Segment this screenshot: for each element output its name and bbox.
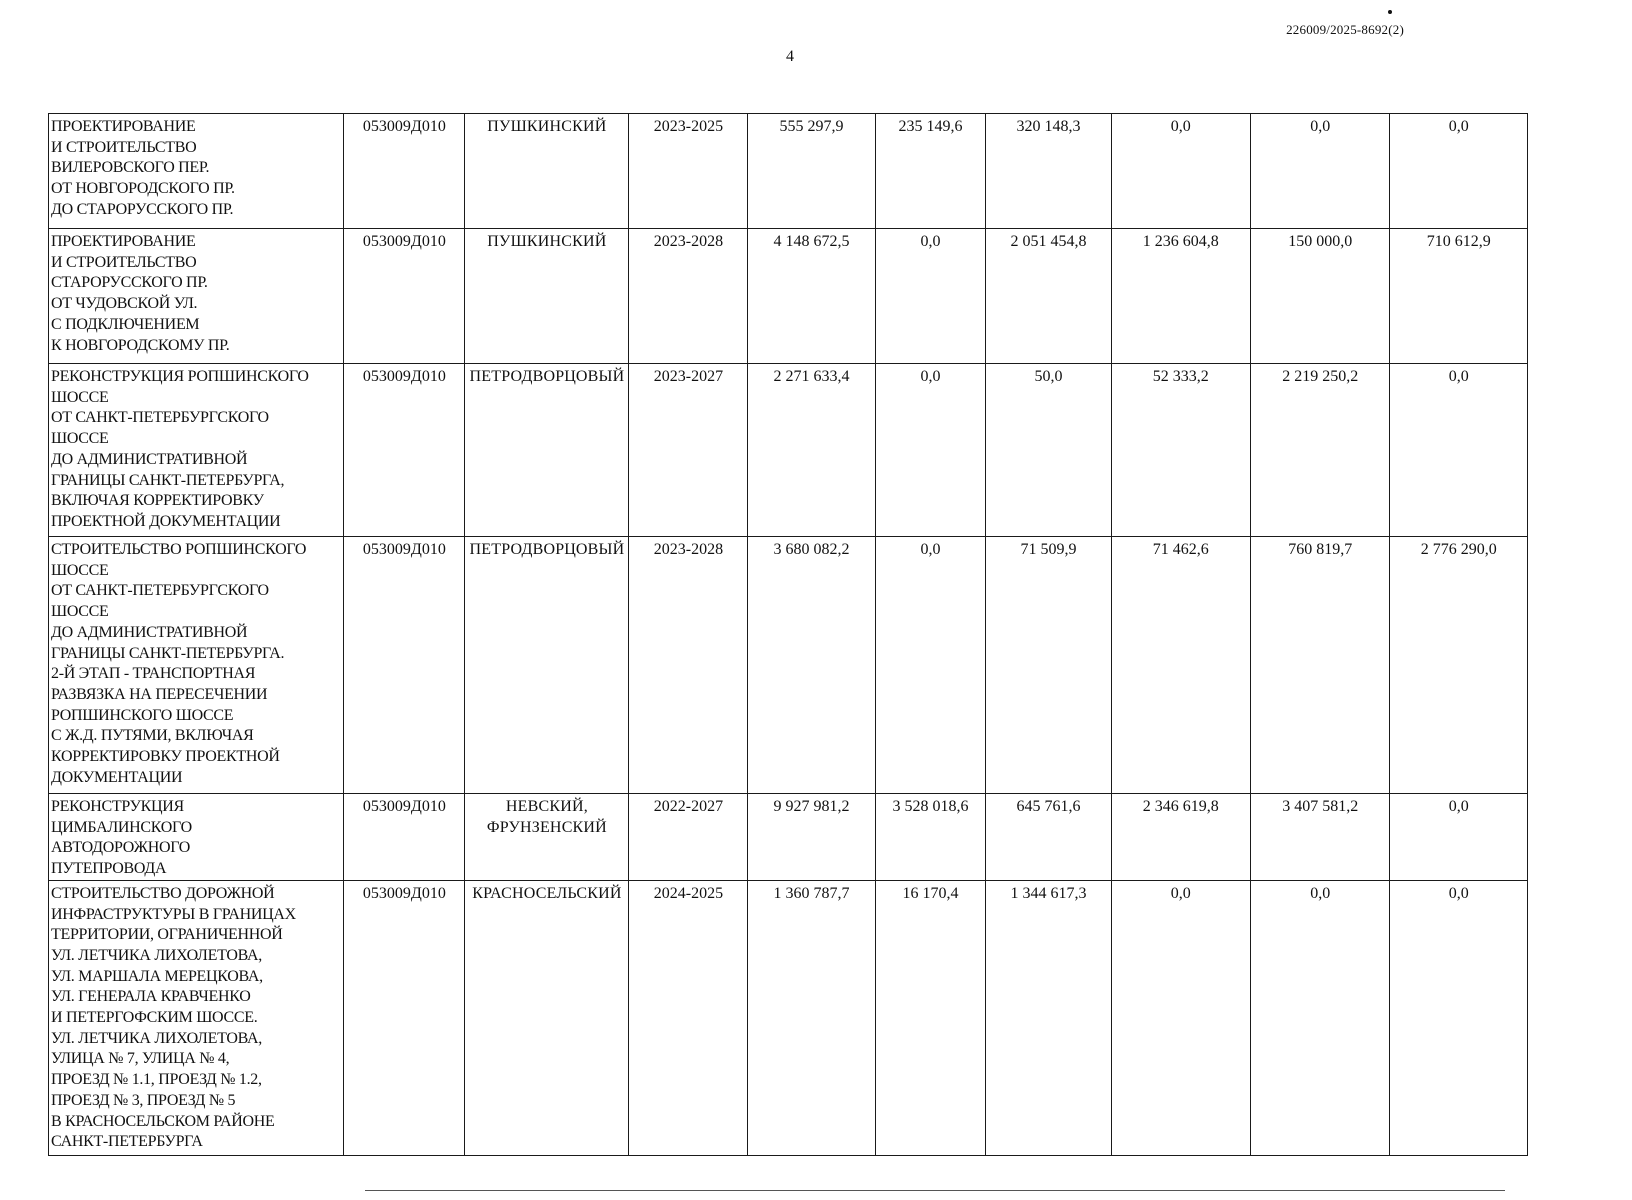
amount-cell-2: 2 051 454,8: [986, 229, 1111, 364]
amount-cell-5: 0,0: [1390, 114, 1528, 229]
period-cell: 2023-2028: [629, 537, 748, 794]
period-cell: 2023-2027: [629, 364, 748, 537]
amount-cell-3: 0,0: [1111, 114, 1250, 229]
amount-cell-2: 71 509,9: [986, 537, 1111, 794]
total-amount-cell: 9 927 981,2: [748, 794, 875, 881]
amount-cell-5: 710 612,9: [1390, 229, 1528, 364]
amount-cell-1: 0,0: [875, 229, 986, 364]
table-row: [49, 880, 1528, 1155]
period-cell: 2023-2028: [629, 229, 748, 364]
table-row: [49, 114, 1528, 229]
budget-code-cell: 053009Д010: [344, 229, 465, 364]
period-cell: 2023-2025: [629, 114, 748, 229]
table-row: [49, 229, 1528, 364]
project-name-cell: РЕКОНСТРУКЦИЯ ЦИМБАЛИНСКОГО АВТОДОРОЖНОГО ПУТЕПРОВОДА: [49, 794, 344, 881]
project-name-cell: СТРОИТЕЛЬСТВО РОПШИНСКОГО ШОССЕ ОТ САНКТ-ПЕТЕРБУРГСКОГО ШОССЕ ДО АДМИНИСТРАТИВНОЙ ГРАНИЦЫ САНКТ-ПЕТЕРБУРГА. 2-Й ЭТАП - ТРАНСПОРТНАЯ РАЗВЯЗКА НА ПЕРЕСЕЧЕНИИ РОПШИНСКОГО ШОССЕ С Ж.Д. ПУТЯМИ, ВКЛЮЧАЯ КОРРЕКТИРОВКУ ПРОЕКТНОЙ ДОКУМЕНТАЦИИ: [49, 537, 344, 794]
district-cell: ПЕТРОДВОРЦОВЫЙ: [465, 364, 629, 537]
amount-cell-1: 16 170,4: [875, 880, 986, 1155]
amount-cell-2: 645 761,6: [986, 794, 1111, 881]
document-number: 226009/2025-8692(2): [1286, 22, 1404, 37]
district-cell: ПУШКИНСКИЙ: [465, 229, 629, 364]
amount-cell-5: 2 776 290,0: [1390, 537, 1528, 794]
amount-cell-4: 2 219 250,2: [1251, 364, 1390, 537]
amount-cell-4: 760 819,7: [1251, 537, 1390, 794]
amount-cell-4: 0,0: [1251, 880, 1390, 1155]
amount-cell-1: 235 149,6: [875, 114, 986, 229]
total-amount-cell: 1 360 787,7: [748, 880, 875, 1155]
amount-cell-3: 1 236 604,8: [1111, 229, 1250, 364]
amount-cell-1: 3 528 018,6: [875, 794, 986, 881]
district-cell: ПУШКИНСКИЙ: [465, 114, 629, 229]
period-cell: 2024-2025: [629, 880, 748, 1155]
amount-cell-4: 0,0: [1251, 114, 1390, 229]
project-name-cell: ПРОЕКТИРОВАНИЕ И СТРОИТЕЛЬСТВО СТАРОРУССКОГО ПР. ОТ ЧУДОВСКОЙ УЛ. С ПОДКЛЮЧЕНИЕМ К НОВГОРОДСКОМУ ПР.: [49, 229, 344, 364]
amount-cell-4: 3 407 581,2: [1251, 794, 1390, 881]
budget-code-cell: 053009Д010: [344, 794, 465, 881]
amount-cell-3: 2 346 619,8: [1111, 794, 1250, 881]
project-name-cell: СТРОИТЕЛЬСТВО ДОРОЖНОЙ ИНФРАСТРУКТУРЫ В ГРАНИЦАХ ТЕРРИТОРИИ, ОГРАНИЧЕННОЙ УЛ. ЛЕТЧИКА ЛИХОЛЕТОВА, УЛ. МАРШАЛА МЕРЕЦКОВА, УЛ. ГЕНЕРАЛА КРАВЧЕНКО И ПЕТЕРГОФСКИМ ШОССЕ. УЛ. ЛЕТЧИКА ЛИХОЛЕТОВА, УЛИЦА № 7, УЛИЦА № 4, ПРОЕЗД № 1.1, ПРОЕЗД № 1.2, ПРОЕЗД № 3, ПРОЕЗД № 5 В КРАСНОСЕЛЬСКОМ РАЙОНЕ САНКТ-ПЕТЕРБУРГА: [49, 880, 344, 1155]
scan-speck: [1388, 10, 1392, 14]
table-row: [49, 794, 1528, 881]
budget-table: [48, 113, 1528, 1156]
table-row: [49, 537, 1528, 794]
budget-code-cell: 053009Д010: [344, 880, 465, 1155]
total-amount-cell: 3 680 082,2: [748, 537, 875, 794]
amount-cell-2: 320 148,3: [986, 114, 1111, 229]
district-cell: ПЕТРОДВОРЦОВЫЙ: [465, 537, 629, 794]
amount-cell-5: 0,0: [1390, 794, 1528, 881]
district-cell: КРАСНОСЕЛЬСКИЙ: [465, 880, 629, 1155]
amount-cell-4: 150 000,0: [1251, 229, 1390, 364]
amount-cell-1: 0,0: [875, 537, 986, 794]
project-name-cell: ПРОЕКТИРОВАНИЕ И СТРОИТЕЛЬСТВО ВИЛЕРОВСКОГО ПЕР. ОТ НОВГОРОДСКОГО ПР. ДО СТАРОРУССКОГО ПР.: [49, 114, 344, 229]
district-cell: НЕВСКИЙ, ФРУНЗЕНСКИЙ: [465, 794, 629, 881]
amount-cell-3: 71 462,6: [1111, 537, 1250, 794]
amount-cell-5: 0,0: [1390, 364, 1528, 537]
amount-cell-3: 0,0: [1111, 880, 1250, 1155]
table-row: [49, 364, 1528, 537]
total-amount-cell: 2 271 633,4: [748, 364, 875, 537]
period-cell: 2022-2027: [629, 794, 748, 881]
amount-cell-3: 52 333,2: [1111, 364, 1250, 537]
amount-cell-2: 50,0: [986, 364, 1111, 537]
amount-cell-1: 0,0: [875, 364, 986, 537]
project-name-cell: РЕКОНСТРУКЦИЯ РОПШИНСКОГО ШОССЕ ОТ САНКТ-ПЕТЕРБУРГСКОГО ШОССЕ ДО АДМИНИСТРАТИВНОЙ ГРАНИЦЫ САНКТ-ПЕТЕРБУРГА, ВКЛЮЧАЯ КОРРЕКТИРОВКУ ПРОЕКТНОЙ ДОКУМЕНТАЦИИ: [49, 364, 344, 537]
page-number: 4: [786, 48, 794, 65]
amount-cell-2: 1 344 617,3: [986, 880, 1111, 1155]
budget-code-cell: 053009Д010: [344, 114, 465, 229]
budget-code-cell: 053009Д010: [344, 537, 465, 794]
budget-code-cell: 053009Д010: [344, 364, 465, 537]
budget-table-body: [49, 114, 1528, 1156]
total-amount-cell: 555 297,9: [748, 114, 875, 229]
total-amount-cell: 4 148 672,5: [748, 229, 875, 364]
bottom-rule: [365, 1190, 1505, 1191]
amount-cell-5: 0,0: [1390, 880, 1528, 1155]
